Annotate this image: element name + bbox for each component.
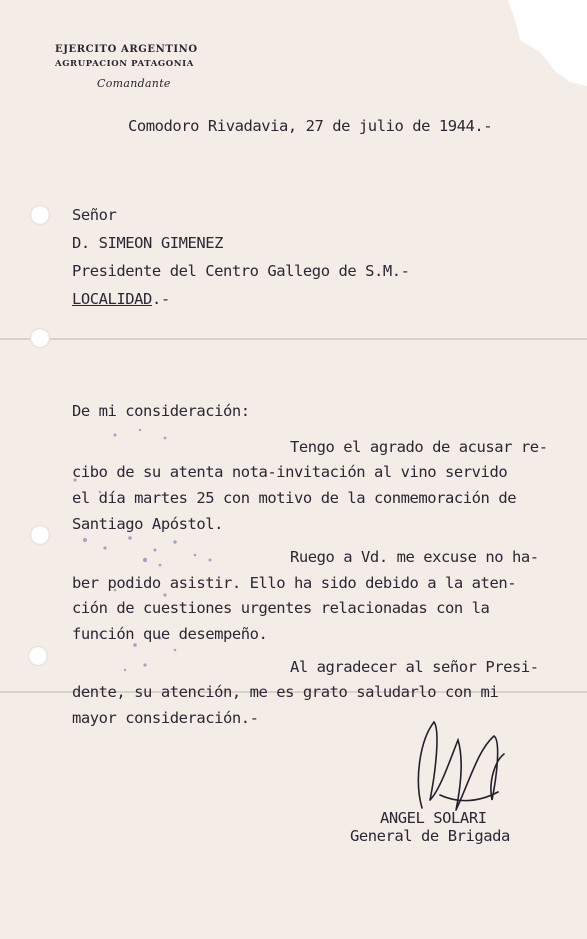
body-line: función que desempeño. bbox=[72, 625, 268, 643]
recipient-locality bbox=[72, 285, 170, 313]
body-line: mayor consideración.- bbox=[72, 709, 259, 727]
punch-hole bbox=[30, 328, 50, 348]
letterhead-line-3: Comandante bbox=[97, 77, 171, 90]
punch-hole bbox=[30, 205, 50, 225]
body-line: ción de cuestiones urgentes relacionadas con la bbox=[72, 599, 490, 617]
body-line: el día martes 25 con motivo de la conmemoración de bbox=[72, 489, 517, 507]
body-line: cibo de su atenta nota-invitación al vino servido bbox=[72, 463, 508, 481]
letterhead bbox=[55, 44, 198, 90]
date-line: Comodoro Rivadavia, 27 de julio de 1944.- bbox=[128, 117, 493, 135]
recipient-name: D. SIMEON GIMENEZ bbox=[72, 234, 223, 252]
body-line: Al agradecer al señor Presi- bbox=[290, 658, 539, 676]
letterhead-line-2: AGRUPACION PATAGONIA bbox=[55, 59, 194, 69]
body-line: ber podido asistir. Ello ha sido debido a la aten- bbox=[72, 574, 517, 592]
greeting: De mi consideración: bbox=[72, 402, 250, 420]
signature-rank: General de Brigada bbox=[350, 827, 510, 845]
body-line: Santiago Apóstol. bbox=[72, 515, 223, 533]
signature-name: ANGEL SOLARI bbox=[380, 809, 487, 827]
body-line: Ruego a Vd. me excuse no ha- bbox=[290, 548, 539, 566]
locality-suffix: .- bbox=[151, 290, 170, 308]
faded-stamp-ink bbox=[45, 420, 245, 690]
body-line: Tengo el agrado de acusar re- bbox=[290, 438, 548, 456]
locality-text: LOCALIDAD bbox=[72, 290, 152, 308]
body-line: dente, su atención, me es grato saludarlo con mi bbox=[72, 683, 499, 701]
recipient-salutation: Señor bbox=[72, 206, 117, 224]
letterhead-line-1: EJERCITO ARGENTINO bbox=[55, 44, 198, 55]
recipient-title: Presidente del Centro Gallego de S.M.- bbox=[72, 262, 410, 280]
paper-fold bbox=[0, 338, 587, 340]
